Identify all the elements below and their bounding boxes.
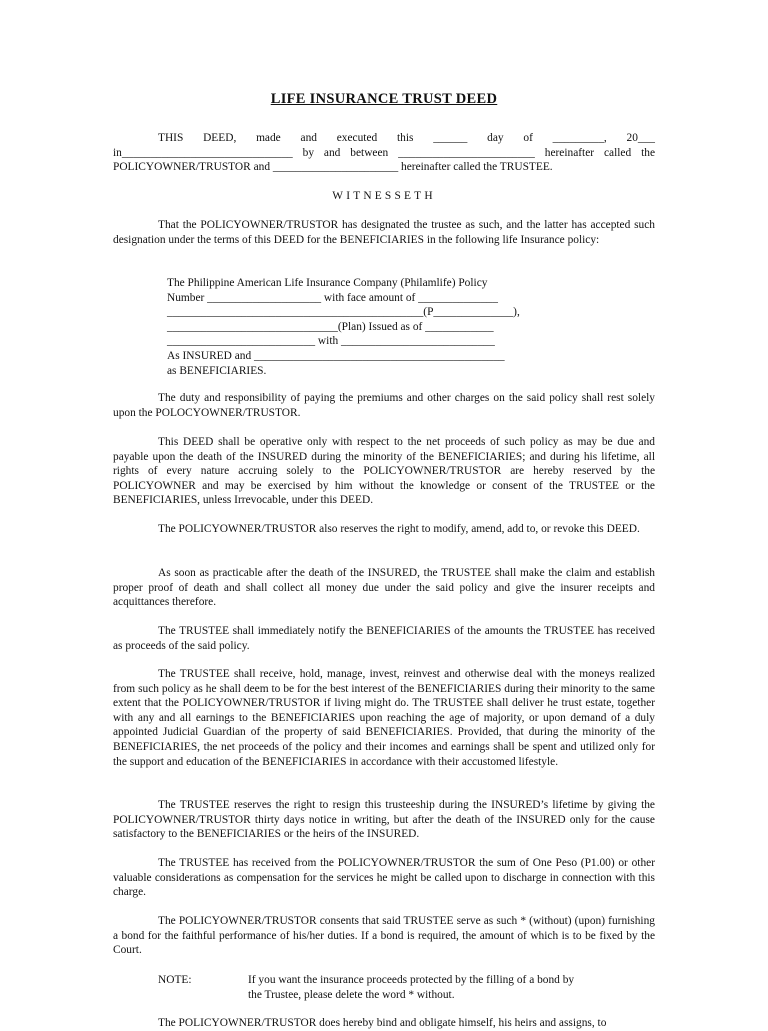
document-title: LIFE INSURANCE TRUST DEED	[270, 91, 498, 107]
intro-line-3: POLICYOWNER/TRUSTOR and ______________________ hereinafter called the TRUSTEE.	[113, 161, 553, 174]
intro-line-1: THIS DEED, made and executed this ______ day of _________, 20___	[158, 132, 655, 144]
policy-details	[167, 276, 521, 378]
policy-line-5: __________________________ with ___________________________	[167, 335, 495, 348]
policy-line-4: ______________________________(Plan) Issued as of ____________	[167, 320, 494, 333]
intro-line-2: in______________________________ by and between ________________________ hereinafter called the	[113, 146, 655, 159]
claim-paragraph: As soon as practicable after the death of the INSURED, the TRUSTEE shall make the claim and establish proper proof of death and shall collect all money due under the said policy and give the insurer receipts and acquittances therefore.	[113, 567, 655, 609]
designation-paragraph: That the POLICYOWNER/TRUSTOR has designated the trustee as such, and the latter has accepted such designation under the terms of this DEED for the BENEFICIARIES in the following life Insurance policy:	[113, 219, 655, 246]
binding-paragraph-partial: The POLICYOWNER/TRUSTOR does hereby bind and obligate himself, his heirs and assigns, to	[158, 1017, 607, 1029]
note-text	[248, 973, 574, 1002]
note-line-1: If you want the insurance proceeds protected by the filling of a bond by	[248, 974, 575, 986]
policy-line-1: The Philippine American Life Insurance Company (Philamlife) Policy	[167, 277, 488, 289]
revoke-paragraph: The POLICYOWNER/TRUSTOR also reserves the right to modify, amend, add to, or revoke this DEED.	[158, 523, 640, 535]
resign-paragraph: The TRUSTEE reserves the right to resign this trusteeship during the INSURED’s lifetime by giving the POLICYOWNER/TRUSTOR thirty days notice in writing, but after the death of the INSURED only for the cause satisfactory to the BENEFICIARIES or the heirs of the INSURED.	[113, 799, 655, 841]
intro-paragraph	[113, 131, 655, 175]
compensation-paragraph: The TRUSTEE has received from the POLICYOWNER/TRUSTOR the sum of One Peso (P1.00) or other valuable considerations as compensation for the services he might be called upon to discharge in connection with this charge.	[113, 857, 655, 899]
note-line-2: the Trustee, please delete the word * without.	[248, 988, 455, 1001]
bond-paragraph: The POLICYOWNER/TRUSTOR consents that said TRUSTEE serve as such * (without) (upon) furnishing a bond for the faithful performance of his/her duties. If a bond is required, the amount of which is to be fixed by the Court.	[113, 915, 655, 957]
manage-paragraph: The TRUSTEE shall receive, hold, manage, invest, reinvest and otherwise deal with the moneys realized from such policy as he shall deem to be for the best interest of the BENEFICIARIES during their minority to the same extent that the POLICYOWNER/TRUSTOR if living might do. The TRUSTEE shall deliver he trust estate, together with any and all earnings to the BENEFICIARIES upon reaching the age of majority, or upon demand of a duly appointed Judicial Guardian of the property of said BENEFICIARIES. Provided, that during the minority of the BENEFICIARIES, the net proceeds of the policy and their incomes and earnings shall be spent and utilized only for the support and education of the BENEFICIARIES in accordance with their accustomed lifestyle.	[113, 668, 655, 768]
policy-line-2: Number ____________________ with face amount of ______________	[167, 291, 498, 304]
witnesseth-heading: WITNESSETH	[332, 190, 436, 202]
note-label: NOTE:	[158, 974, 192, 986]
premiums-paragraph: The duty and responsibility of paying the premiums and other charges on the said policy shall rest solely upon the POLOCYOWNER/TRUSTOR.	[113, 392, 655, 419]
policy-line-7: as BENEFICIARIES.	[167, 364, 267, 377]
policy-line-6: As INSURED and ____________________________________________	[167, 349, 505, 362]
policy-line-3: _____________________________________________(P______________),	[167, 306, 520, 319]
operative-paragraph: This DEED shall be operative only with respect to the net proceeds of such policy as may be due and payable upon the death of the INSURED during the minority of the BENEFICIARIES; and during his lifetime, all rights of every nature accruing solely to the POLICYOWNER/TRUSTOR are hereby reserved by the POLICYOWNER and may be exercised by him without the knowledge or consent of the TRUSTEE or the BENEFICIARIES, unless Irrevocable, under this DEED.	[113, 436, 655, 507]
notify-paragraph: The TRUSTEE shall immediately notify the BENEFICIARIES of the amounts the TRUSTEE has received as proceeds of the said policy.	[113, 625, 655, 652]
